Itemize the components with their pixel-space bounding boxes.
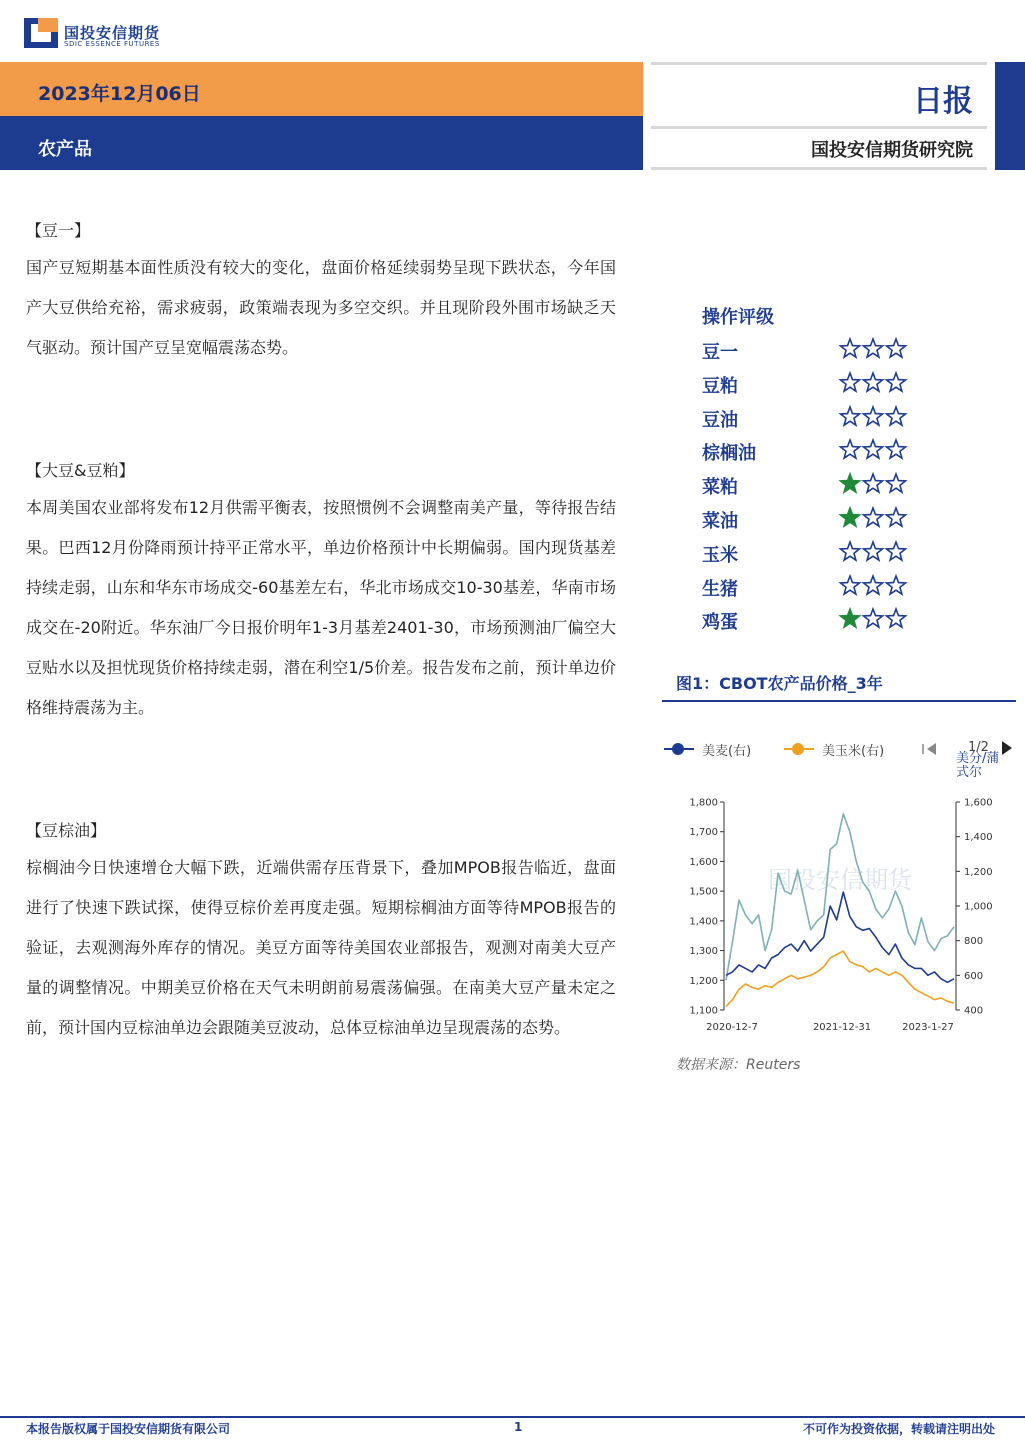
- star-empty-icon: [886, 508, 905, 526]
- star-empty-icon: [840, 407, 859, 425]
- right-tick-label: 600: [964, 970, 984, 982]
- left-tick-label: 1,300: [689, 946, 718, 958]
- footer-copyright: 本报告版权属于国投安信期货有限公司: [26, 1422, 231, 1436]
- legend-dot-icon: [672, 743, 684, 755]
- star-rating: [838, 471, 910, 495]
- rating-item-name: 玉米: [702, 544, 738, 566]
- legend-prev-icon[interactable]: [920, 742, 938, 756]
- star-filled-icon: [840, 474, 859, 492]
- figure-rule: [662, 700, 1016, 702]
- chart-watermark: 国投安信期货: [768, 867, 912, 894]
- rating-item-name: 菜油: [702, 511, 738, 532]
- logo-text-cn: 国投安信期货: [64, 24, 161, 42]
- left-tick-label: 1,800: [689, 797, 718, 809]
- star-filled-icon: [840, 609, 859, 627]
- star-empty-icon: [863, 576, 882, 594]
- star-rating: [838, 404, 910, 428]
- star-rating: [838, 370, 910, 394]
- star-empty-icon: [863, 474, 882, 492]
- rating-item-name: 豆一: [702, 342, 738, 363]
- star-empty-icon: [886, 373, 905, 391]
- header-accent: [995, 62, 1025, 170]
- section-body: 棕榈油今日快速增仓大幅下跌，近端供需存压背景下，叠加MPOB报告临近，盘面进行了快速下跌试探，使得豆棕价差再度走强。短期棕榈油方面等待MPOB报告的验证，去观测海外库存的情况。美豆方面等待美国农业部报告，观测对南美大豆产量的调整情况。中期美豆价格在天气未明朗前易震荡偏强。在南美大豆产量未定之前，预计国内豆棕油单边会跟随美豆波动，总体豆棕油单边呈现震荡的态势。: [26, 858, 616, 1037]
- star-empty-icon: [840, 440, 859, 458]
- star-empty-icon: [863, 407, 882, 425]
- header-divider: [651, 167, 987, 170]
- legend-page: 1/2: [968, 740, 989, 755]
- star-rating: [838, 539, 910, 563]
- header-divider: [651, 126, 987, 129]
- rating-item-name: 鸡蛋: [702, 612, 738, 634]
- footer-disclaimer: 不可作为投资依据，转载请注明出处: [802, 1422, 995, 1436]
- star-empty-icon: [840, 373, 859, 391]
- star-empty-icon: [886, 474, 905, 492]
- x-tick-label: 2023-1-27: [902, 1022, 954, 1033]
- left-tick-label: 1,600: [689, 856, 718, 868]
- section-heading: 【豆一】: [26, 221, 91, 240]
- section-body: 本周美国农业部将发布12月供需平衡表，按照惯例不会调整南美产量，等待报告结果。巴西12月份降雨预计持平正常水平，单边价格预计中长期偏弱。国内现货基差持续走弱，山东和华东市场成交-60基差左右，华北市场成交10-30基差，华南市场成交在-20附近。华东油厂今日报价明年1-3月基差2401-30，市场预测油厂偏空大豆贴水以及担忧现货价格持续走弱，潜在利空1/5价差。报告发布之前，预计单边价格维持震荡为主。: [26, 498, 616, 717]
- right-axis-unit: 美分/蒲式尔: [956, 751, 1000, 780]
- star-rating: [838, 505, 910, 529]
- right-tick-label: 1,000: [964, 901, 993, 913]
- right-tick-label: 1,200: [964, 866, 993, 878]
- figure-title: 图1：CBOT农产品价格_3年: [676, 674, 883, 693]
- rating-row: [702, 473, 912, 503]
- left-tick-label: 1,400: [689, 916, 718, 928]
- star-empty-icon: [886, 440, 905, 458]
- star-empty-icon: [840, 339, 859, 357]
- series-line: [726, 814, 954, 980]
- star-empty-icon: [863, 609, 882, 627]
- star-empty-icon: [863, 542, 882, 560]
- series-line: [726, 951, 954, 1006]
- star-rating: [838, 606, 910, 630]
- star-empty-icon: [863, 373, 882, 391]
- rating-row: [702, 608, 912, 638]
- legend-dot-icon: [792, 743, 804, 755]
- rating-item-name: 豆油: [702, 409, 738, 431]
- rating-item-name: 生猪: [702, 578, 738, 600]
- star-empty-icon: [863, 339, 882, 357]
- rating-item-name: 菜粕: [702, 477, 738, 499]
- chart-legend: [664, 738, 1020, 778]
- company-logo: [24, 16, 184, 56]
- left-tick-label: 1,700: [689, 827, 718, 839]
- price-chart: [664, 790, 1014, 1040]
- right-tick-label: 800: [964, 936, 984, 948]
- rating-item-name: 棕榈油: [702, 443, 756, 465]
- right-tick-label: 1,400: [964, 832, 993, 844]
- legend-label: 美玉米(右): [822, 744, 885, 759]
- left-tick-label: 1,100: [689, 1005, 718, 1017]
- report-date: 2023年12月06日: [38, 83, 201, 105]
- series-line: [726, 892, 954, 982]
- data-source: 数据来源：Reuters: [676, 1057, 801, 1073]
- institute-name: 国投安信期货研究院: [811, 140, 973, 161]
- section-body: 国产豆短期基本面性质没有较大的变化，盘面价格延续弱势呈现下跌状态，今年国产大豆供给充裕，需求疲弱，政策端表现为多空交织。并且现阶段外围市场缺乏天气驱动。预计国产豆呈宽幅震荡态势。: [26, 258, 616, 357]
- star-empty-icon: [886, 339, 905, 357]
- rating-row: [702, 507, 912, 537]
- star-empty-icon: [886, 609, 905, 627]
- logo-mark-icon: [24, 18, 58, 48]
- rating-row: [702, 575, 912, 605]
- section-heading: 【豆棕油】: [26, 821, 107, 840]
- star-empty-icon: [840, 542, 859, 560]
- sector-label: 农产品: [38, 139, 92, 160]
- logo-text-en: SDIC ESSENCE FUTURES: [64, 40, 160, 48]
- rating-row: [702, 541, 912, 571]
- rating-item-name: 豆粕: [702, 375, 738, 397]
- rating-row: [702, 338, 912, 368]
- star-empty-icon: [840, 576, 859, 594]
- report-type-title: 日报: [913, 84, 973, 119]
- right-tick-label: 1,600: [964, 797, 993, 809]
- star-rating: [838, 336, 910, 360]
- section-heading: 【大豆&豆粕】: [26, 461, 135, 480]
- star-empty-icon: [863, 508, 882, 526]
- x-tick-label: 2021-12-31: [812, 1022, 872, 1033]
- star-rating: [838, 573, 910, 597]
- star-filled-icon: [840, 508, 859, 526]
- star-empty-icon: [886, 407, 905, 425]
- star-rating: [838, 437, 910, 461]
- right-tick-label: 400: [964, 1005, 984, 1017]
- page-number: 1: [514, 1420, 523, 1434]
- star-empty-icon: [886, 576, 905, 594]
- rating-row: [702, 372, 912, 402]
- footer-rule: [0, 1416, 1025, 1418]
- rating-row: [702, 406, 912, 436]
- left-tick-label: 1,500: [689, 886, 718, 898]
- rating-row: [702, 439, 912, 469]
- header-divider: [651, 62, 987, 65]
- left-tick-label: 1,200: [689, 975, 718, 987]
- star-empty-icon: [886, 542, 905, 560]
- x-tick-label: 2020-12-7: [706, 1022, 758, 1033]
- rating-title: 操作评级: [702, 307, 774, 328]
- legend-label: 美麦(右): [702, 744, 752, 759]
- sector-banner: [0, 116, 643, 170]
- star-empty-icon: [863, 440, 882, 458]
